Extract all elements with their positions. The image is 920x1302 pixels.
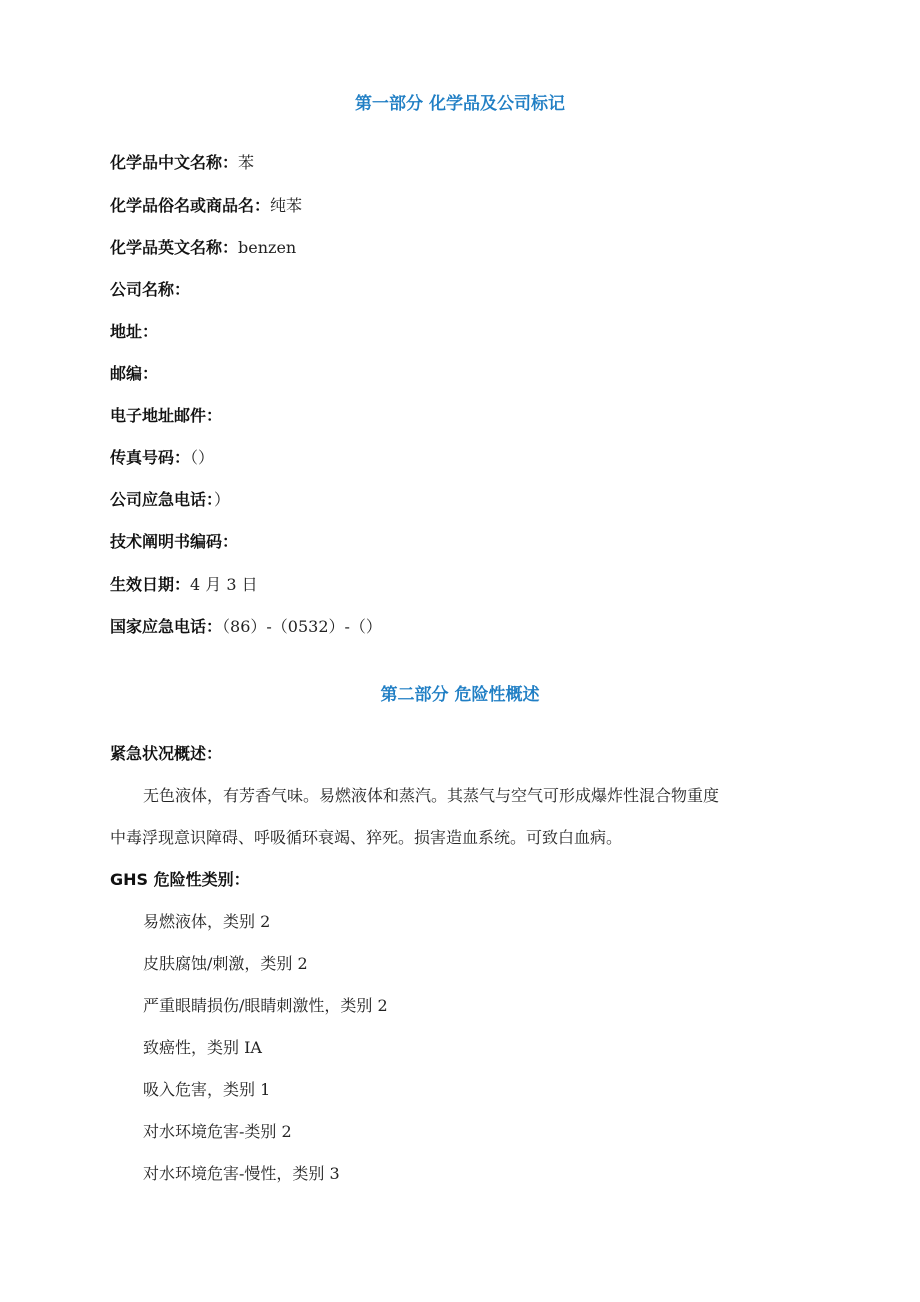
- field-label: GHS 危险性类别：: [110, 870, 250, 889]
- ghs-item: 致癌性，类别 IA: [143, 1038, 262, 1057]
- field-label: 邮编：: [110, 364, 159, 383]
- field-value: （）: [190, 448, 215, 467]
- ghs-item: 皮肤腐蚀/刺激，类别 2: [143, 954, 308, 973]
- field-label: 生效日期：: [110, 575, 191, 594]
- field-english-name: [110, 237, 296, 259]
- emergency-line-2: 中毒浮现意识障碍、呼吸循环衰竭、猝死。损害造血系统。可致白血病。: [110, 828, 623, 847]
- field-fax: [110, 447, 214, 469]
- ghs-category-label: [110, 869, 250, 891]
- section2-title: 第二部分 危险性概述: [380, 685, 540, 705]
- field-email: [110, 405, 222, 427]
- field-label: 公司名称：: [110, 280, 191, 299]
- field-national-emergency-phone: [110, 616, 382, 638]
- field-tech-spec-code: [110, 531, 238, 553]
- field-effective-date: [110, 574, 258, 596]
- field-label: 公司应急电话：: [110, 490, 215, 509]
- field-label: 化学品中文名称：: [110, 153, 239, 172]
- field-label: 地址：: [110, 322, 159, 341]
- field-common-name: [110, 195, 302, 217]
- field-value: 苯: [238, 153, 255, 172]
- emergency-line-1: 无色液体，有芳香气味。易燃液体和蒸汽。其蒸气与空气可形成爆炸性混合物重度: [143, 786, 720, 805]
- ghs-item: 吸入危害，类别 1: [143, 1080, 271, 1099]
- ghs-item: 易燃液体，类别 2: [143, 912, 271, 931]
- field-value: ）: [214, 490, 231, 509]
- field-value: 纯苯: [270, 196, 303, 215]
- field-label: 紧急状况概述：: [110, 744, 223, 763]
- emergency-overview-text: [110, 775, 815, 859]
- ghs-item: 严重眼睛损伤/眼睛刺激性，类别 2: [143, 996, 388, 1015]
- field-label: 电子地址邮件：: [110, 406, 223, 425]
- field-company-name: [110, 279, 190, 301]
- field-label: 化学品俗名或商品名：: [110, 196, 271, 215]
- field-value: （86）-（0532）-（）: [222, 617, 382, 636]
- field-value: 4 月 3 日: [190, 575, 258, 594]
- field-label: 技术阐明书编码：: [110, 532, 239, 551]
- ghs-item: 对水环境危害-慢性，类别 3: [143, 1164, 340, 1183]
- field-postcode: [110, 363, 158, 385]
- field-address: [110, 321, 158, 343]
- field-label: 化学品英文名称：: [110, 238, 239, 257]
- field-value: benzen: [238, 238, 297, 257]
- field-chinese-name: [110, 152, 254, 174]
- emergency-overview-label: [110, 743, 222, 765]
- field-company-emergency-phone: [110, 489, 230, 511]
- field-label: 传真号码：: [110, 448, 191, 467]
- ghs-item: 对水环境危害-类别 2: [143, 1122, 292, 1141]
- section1-title: 第一部分 化学品及公司标记: [355, 94, 565, 114]
- field-label: 国家应急电话：: [110, 617, 223, 636]
